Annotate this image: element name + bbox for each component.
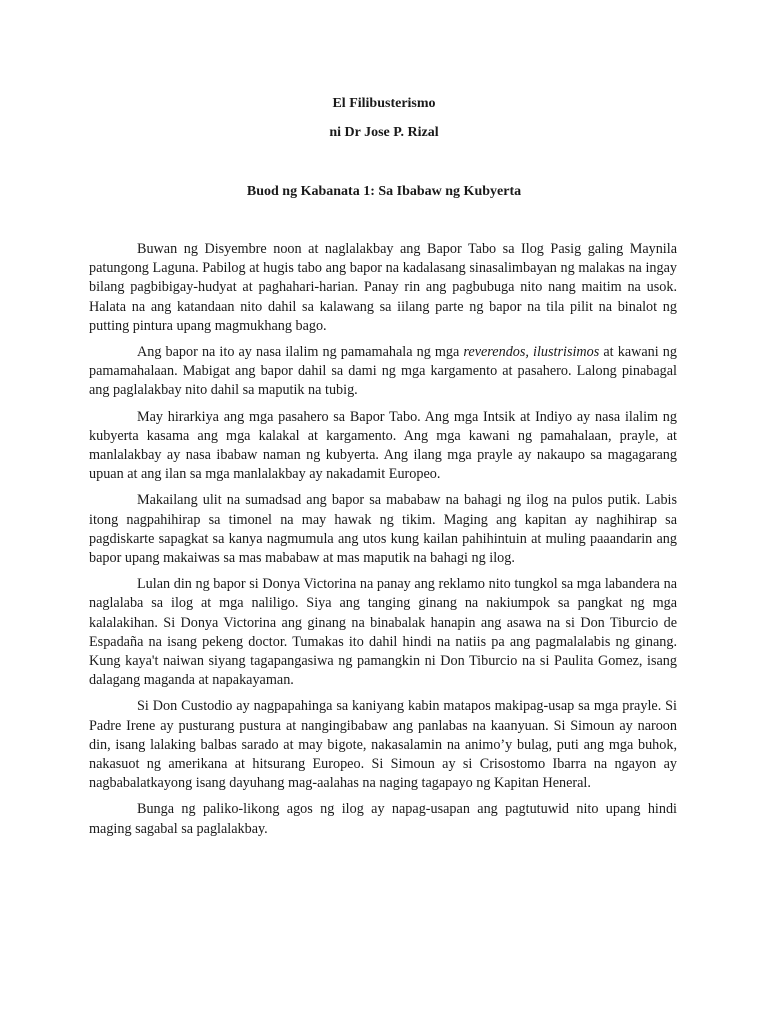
- document-body: [89, 240, 677, 846]
- paragraph-4: Makailang ulit na sumadsad ang bapor sa mababaw na bahagi ng ilog na pulos putik. Labis itong nagpahihirap sa timonel na may hawak ng tikim. Maging ang kapitan ay naghihirap sa pagdiskarte sapagkat sa kanya nagmumula ang utos kung kailan pahihintuin at muling paaandarin ang bapor upang makaiwas sa mas mababaw at mas maputik na bahagi ng ilog.: [89, 492, 677, 567]
- paragraph-2: [89, 343, 677, 401]
- paragraph-7: Bunga ng paliko-likong agos ng ilog ay napag-usapan ang pagtutuwid nito upang hindi maging sagabal sa paglalakbay.: [89, 801, 677, 837]
- paragraph-1: Buwan ng Disyembre noon at naglalakbay ang Bapor Tabo sa Ilog Pasig galing Maynila patungong Laguna. Pabilog at hugis tabo ang bapor na kadalasang sinasalimbayan ng malakas na ingay bilang pagbibigay-hudyat at paghahari-harian. Panay rin ang pagbubuga nito nang maitim na usok. Halata na ang katandaan nito dahil sa kalawang sa iilang parte ng bapor na tila pilit na binalot ng putting pintura upang magmukhang bago.: [89, 241, 677, 334]
- document-title: El Filibusterismo: [332, 96, 436, 111]
- paragraph-2-italic: reverendos, ilustrisimos: [463, 344, 600, 361]
- document-author: ni Dr Jose P. Rizal: [329, 125, 439, 140]
- paragraph-3: May hirarkiya ang mga pasahero sa Bapor Tabo. Ang mga Intsik at Indiyo ay nasa ilalim ng kubyerta kasama ang mga kalakal at kargamento. Ang mga kawani ng pamahalaan, prayle, at manlalakbay ay nasa ibabaw naman ng kubyerta. Ang ilang mga prayle ay nakaupo sa magagarang upuan at ang ilan sa mga manlalakbay ay nakadamit Europeo.: [89, 408, 677, 483]
- chapter-title: Buod ng Kabanata 1: Sa Ibabaw ng Kubyerta: [246, 184, 522, 199]
- paragraph-5: Lulan din ng bapor si Donya Victorina na panay ang reklamo nito tungkol sa mga labandera na naglalaba sa ilog at mga naliligo. Siya ang tanging ginang na nakiumpok sa pangkat ng mga kalalakihan. Si Donya Victorina ang ginang na binabalak hanapin ang asawa na si Don Tiburcio de Espadaña na isang pekeng doctor. Tumakas ito dahil hindi na natiis pa ang pagmalalabis ng ginang. Kung kaya't naiwan siyang tagapangasiwa ng pamangkin ni Don Tiburcio na si Paulita Gomez, isang dalagang maganda at napakayaman.: [89, 576, 677, 689]
- paragraph-6: Si Don Custodio ay nagpapahinga sa kaniyang kabin matapos makipag-usap sa mga prayle. Si Padre Irene ay pusturang pustura at nangingibabaw ang panlabas na kaanyuan. Si Simoun ay naroon din, isang lalaking balbas sarado at may bigote, nakasalamin na animo’y bulag, puti ang mga buhok, nakasuot ng amerikana at hitsurang Europeo. Si Simoun ay si Crisostomo Ibarra na ngayon ay nagbabalatkayong isang dayuhang mag-aalahas na naging tagapayo ng Kapitan Heneral.: [89, 698, 677, 792]
- paragraph-2-part-1: Ang bapor na ito ay nasa ilalim ng pamamahala ng mga: [137, 344, 464, 361]
- paragraph-2-part-2: at kawani ng pamamahalaan. Mabigat ang bapor dahil sa dami ng mga kargamento at pasahero. Lalong pinabagal ang paglalakbay nito dahil sa maputik na tubig.: [89, 344, 677, 399]
